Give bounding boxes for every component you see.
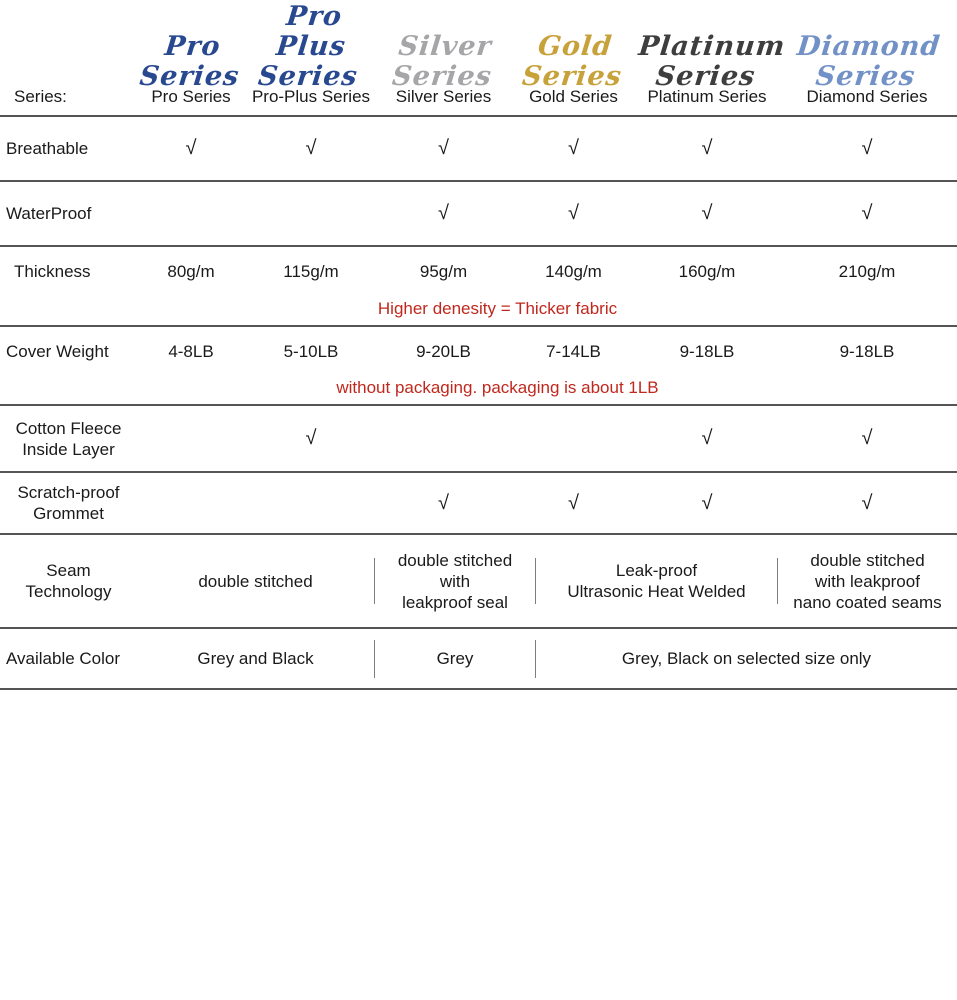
check-cell: √	[701, 491, 713, 514]
row-cover-weight	[0, 327, 957, 406]
color-cell-gold-platinum-diamond: Grey, Black on selected size only	[621, 649, 872, 668]
check-cell: √	[305, 427, 317, 449]
row-waterproof	[0, 182, 957, 247]
row-label: WaterProof	[6, 203, 92, 223]
check-cell: √	[185, 137, 197, 159]
check-cell: √	[568, 137, 579, 159]
value-cell: 140g/m	[545, 262, 602, 281]
logo-line1: Diamond	[795, 31, 942, 62]
color-cell-pro-proplus: Grey and Black	[197, 649, 314, 668]
logo-line2: Series	[520, 61, 624, 92]
logo-line1: Gold	[536, 31, 614, 62]
row-label-line1: Cotton Fleece	[15, 418, 122, 438]
value-cell: 7-14LB	[546, 342, 601, 361]
check-cell: √	[861, 137, 873, 159]
check-cell: √	[861, 202, 873, 224]
row-breathable	[0, 117, 957, 182]
series-name-pro: Pro Series	[151, 86, 231, 106]
row-available-color	[0, 629, 957, 690]
series-name-silver: Silver Series	[395, 86, 492, 106]
row-scratch-proof	[0, 473, 957, 535]
logo-line2: Series	[256, 61, 360, 92]
row-thickness	[0, 247, 957, 327]
series-name-pro-plus: Pro-Plus Series	[251, 86, 371, 106]
row-label-line2: Technology	[25, 582, 112, 601]
logo-line1: Platinum	[637, 31, 787, 62]
logo-line2: Series	[654, 61, 757, 92]
value-cell: 210g/m	[838, 262, 896, 281]
series-logos-row	[0, 0, 957, 92]
logo-line2: Series	[138, 61, 241, 92]
platinum-series-logo	[634, 31, 787, 94]
value-cell: 80g/m	[167, 262, 215, 281]
check-cell: √	[568, 491, 579, 514]
row-label: Thickness	[14, 262, 91, 281]
logo-line1: Silver	[397, 31, 494, 62]
check-cell: √	[861, 491, 873, 514]
seam-cell-silver: double stitched with leakproof seal	[397, 550, 513, 612]
series-row-label: Series:	[14, 86, 67, 106]
check-cell: √	[438, 202, 449, 224]
value-cell: 5-10LB	[283, 342, 339, 361]
value-cell: 9-18LB	[839, 342, 895, 361]
check-cell: √	[438, 137, 449, 159]
value-cell: 4-8LB	[168, 342, 214, 361]
row-label: Breathable	[6, 138, 89, 158]
value-cell: 9-20LB	[416, 342, 471, 361]
row-cotton-fleece	[0, 406, 957, 473]
value-cell: 115g/m	[283, 262, 339, 281]
row-label-line2: Inside Layer	[22, 439, 115, 459]
seam-cell-gold-platinum: Leak-proof Ultrasonic Heat Welded	[567, 561, 746, 601]
pro-series-logo	[134, 32, 249, 94]
check-cell: √	[701, 427, 713, 449]
value-cell: 9-18LB	[679, 342, 735, 361]
row-label-line1: Seam	[46, 561, 91, 580]
row-label-line2: Grommet	[33, 504, 104, 523]
check-cell: √	[438, 491, 449, 514]
color-cell-silver: Grey	[436, 649, 474, 668]
check-cell: √	[701, 137, 713, 159]
check-cell: √	[568, 202, 579, 224]
seam-cell-diamond: double stitched with leakproof nano coated seams	[793, 550, 942, 612]
series-name-gold: Gold Series	[529, 86, 618, 106]
series-name-diamond: Diamond Series	[806, 86, 928, 106]
value-cell: 95g/m	[419, 262, 468, 281]
seam-cell-pro-proplus: double stitched	[198, 571, 313, 591]
logo-line1: Pro Plus	[274, 1, 348, 62]
logo-line2: Series	[390, 61, 494, 92]
check-cell: √	[305, 137, 317, 159]
pro-plus-series-logo	[240, 2, 382, 94]
value-cell: 160g/m	[678, 262, 736, 281]
series-name-platinum: Platinum Series	[647, 86, 767, 106]
cover-weight-note: without packaging. packaging is about 1LB	[336, 378, 659, 397]
logo-line2: Series	[814, 61, 917, 92]
gold-series-logo	[507, 32, 641, 94]
row-label-line1: Scratch-proof	[17, 483, 120, 502]
silver-series-logo	[374, 32, 514, 94]
row-label	[0, 482, 137, 524]
check-cell: √	[701, 202, 713, 224]
thickness-note: Higher denesity = Thicker fabric	[377, 299, 618, 318]
diamond-series-logo	[774, 32, 957, 94]
check-cell: √	[861, 427, 873, 449]
logo-line1: Pro	[163, 31, 223, 62]
row-label	[0, 418, 137, 460]
row-label: Available Color	[6, 648, 121, 668]
row-label	[0, 560, 137, 602]
row-label: Cover Weight	[6, 342, 109, 361]
row-seam-technology	[0, 535, 957, 629]
